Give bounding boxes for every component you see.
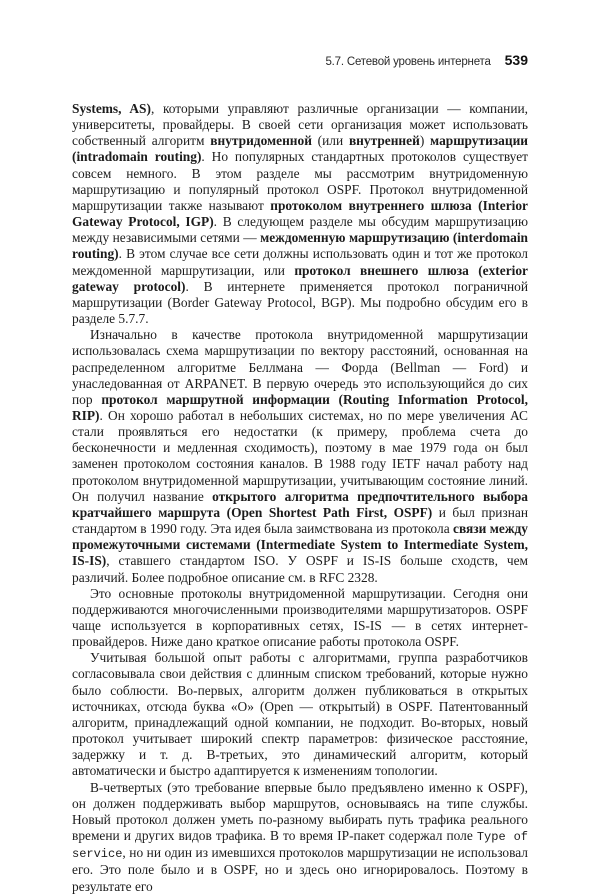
bold-term: внутридоменной	[210, 133, 312, 149]
bold-term: междоменную маршрутизацию (interdomain routing)	[72, 230, 529, 262]
paragraph-1	[72, 101, 528, 327]
bold-term: протоколом внутреннего шлюза (Interior Gateway Protocol, IGP)	[72, 197, 528, 230]
page-number: 539	[504, 52, 528, 68]
text-run: , но ни один из имевшихся протоколов маршрутизации не использовал его. Это поле было и в OSPF, но и здесь оно игнорировалось. Поэтому в результате его	[72, 845, 528, 894]
bold-term: Systems, AS)	[72, 101, 151, 116]
text-run: В-четвертых (это требование впервые было предъявлено именно к OSPF), он должен поддерживать выбор маршрутов, основываясь на типе службы. Новый протокол должен уметь по-разному выбирать путь трафика реального времени и других видов трафика. В то время IP-пакет содержал поле	[72, 779, 528, 844]
text-run: Это основные протоколы внутридоменной маршрутизации. Сегодня они поддерживаются многочисленными производителями маршрутизаторов. OSPF чаще используется в корпоративных сетях, IS-IS — в сетях интернет-провайдеров. Ниже дано краткое описание работы протокола OSPF.	[72, 585, 528, 650]
bold-term: открытого алгоритма предпочтительного выбора кратчайшего маршрута (Open Shortest Path First, OSPF)	[72, 488, 528, 520]
text-run: )	[419, 133, 431, 149]
text-run: . Но популярных стандартных протоколов существует совсем немного. В этом разделе мы рассмотрим внутридоменную маршрутизацию и популярный протокол OSPF. Протокол внутридоменной маршрутизации также называют	[72, 149, 528, 213]
bold-term: маршрутизации (intradomain routing)	[72, 133, 529, 165]
text-run: (или	[311, 133, 349, 149]
text-run: Изначально в качестве протокола внутридоменной маршрутизации использовалась схема маршрутизации по вектору расстояний, основанная на распределенном алгоритме Беллмана — Форда (Bellman — Ford) и унаследованная от ARPANET. В первую очередь это использующийся до сих пор	[72, 327, 528, 407]
bold-term: протокол внешнего шлюза (exterior gateway protocol)	[72, 262, 528, 294]
paragraph-5	[72, 780, 528, 895]
paragraph-3	[72, 586, 528, 651]
code-term: Type of service	[72, 830, 528, 862]
section-title: 5.7. Сетевой уровень интернета	[325, 56, 491, 68]
body-text	[72, 101, 528, 895]
paragraph-2	[72, 327, 528, 586]
text-run: . В следующем разделе мы обсудим маршрутизацию между независимыми сетями —	[72, 214, 528, 246]
bold-term: протокол маршрутной информации (Routing Information Protocol, RIP)	[72, 391, 529, 423]
bold-term: связи между промежуточными системами (Intermediate System to Intermediate System, IS-IS)	[72, 521, 529, 569]
bold-term: внутренней	[348, 133, 420, 149]
text-run: . Он хорошо работал в небольших системах, но по мере увеличения АС стали проявляться его недостатки (к примеру, проблема счета до бесконечности и медленная сходимость), поэтому в мае 1979 года он был заменен протоколом состояния каналов. В 1988 году IETF начал работу над протоколом внутридоменной маршрутизации, учитывающим состояние линий. Он получил название	[72, 407, 528, 504]
text-run: . В интернете применяется протокол пограничной маршрутизации (Border Gateway Protocol, BGP). Мы подробно обсудим его в разделе 5.7.7.	[72, 278, 528, 327]
text-run: . В этом случае все сети должны использовать один и тот же протокол междоменной маршрутизации, или	[72, 246, 528, 278]
text-run: Учитывая большой опыт работы с алгоритмами, группа разработчиков согласовывала свои действия с длинным списком требований, которые нужно было соблюсти. Во-первых, алгоритм должен публиковаться в открытых источниках, отсюда буква «O» (Open — открытый) в OSPF. Патентованный алгоритм, принадлежащий одной компании, не подходит. Во-вторых, новый протокол учитывает широкий спектр параметров: физическое расстояние, задержку и т. д. В-третьих, это динамический алгоритм, который автоматически и быстро адаптируется к изменениям топологии.	[72, 650, 528, 779]
text-run: , ставшего стандартом ISO. У OSPF и IS-IS больше сходств, чем различий. Более подробное описание см. в RFC 2328.	[72, 553, 528, 585]
paragraph-4	[72, 650, 528, 779]
text-run: , которыми управляют различные организации — компании, университеты, провайдеры. В своей сети организация может использовать собственный алгоритм	[72, 101, 529, 149]
running-header	[72, 52, 528, 68]
text-run: и был признан стандартом в 1990 году. Эта идея была заимствована из протокола	[72, 504, 528, 537]
